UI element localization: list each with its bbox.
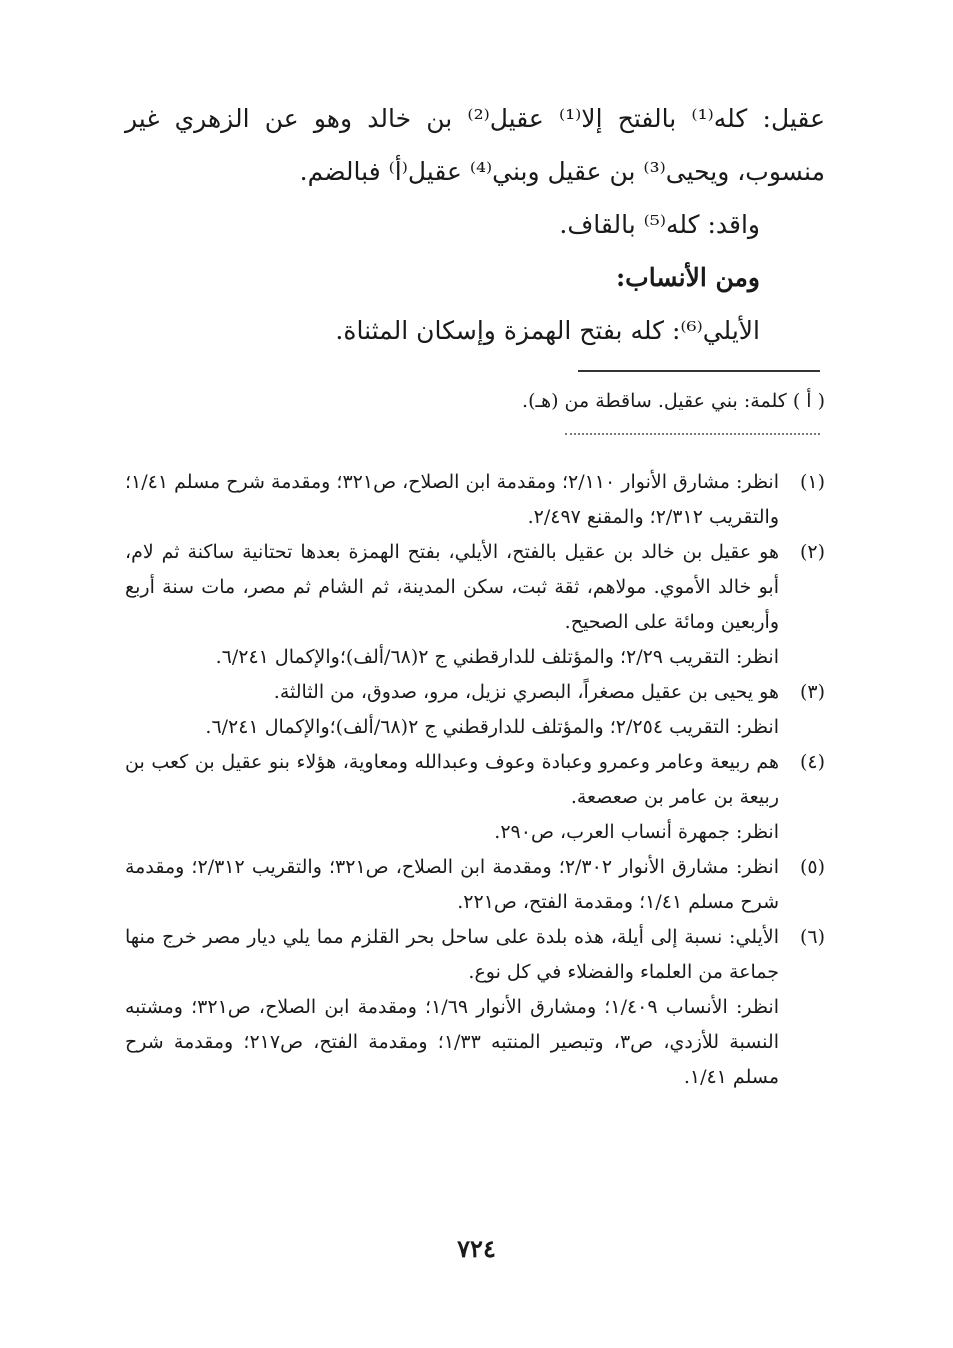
footnote-2 (125, 535, 825, 675)
footnote-paragraph: انظر: جمهرة أنساب العرب، ص٢٩٠. (494, 821, 779, 843)
footnote-number: (٢) (799, 541, 825, 563)
main-line-waqid: واقد: كله⁽⁵⁾ بالقاف. (559, 210, 760, 239)
footnote-6 (125, 920, 825, 1095)
footnote-paragraph: هم ربيعة وعامر وعمرو وعبادة وعوف وعبدالله ومعاوية، هؤلاء بنو عقيل بن كعب بن ربيعة بن عامر بن صعصعة. (125, 751, 779, 808)
main-line-ayli: الأيلي⁽⁶⁾: كله بفتح الهمزة وإسكان المثناة. (335, 316, 760, 345)
main-line-aqil: عقيل: كله⁽¹⁾ بالفتح إلا⁽¹⁾ عقيل⁽²⁾ بن خالد وهو عن الزهري غير منسوب، ويحيى⁽³⁾ بن عقيل وبني⁽⁴⁾ عقيل⁽أ⁾ فبالضم. (125, 104, 825, 186)
footnotes (125, 384, 825, 1095)
footnote-body (125, 920, 779, 1095)
footnote-paragraph: هو يحيى بن عقيل مصغراً، البصري نزيل، مرو، صدوق، من الثالثة. (273, 681, 779, 703)
footnote-paragraph: انظر: مشارق الأنوار ٢/٣٠٢؛ ومقدمة ابن الصلاح، ص٣٢١؛ والتقريب ٢/٣١٢؛ ومقدمة شرح مسلم ١/٤١؛ ومقدمة الفتح، ص٢٢١. (125, 856, 780, 913)
footnote-paragraph: الأيلي: نسبة إلى أيلة، هذه بلدة على ساحل بحر القلزم مما يلي ديار مصر خرج منها جماعة من العلماء والفضلاء في كل نوع. (125, 926, 779, 983)
footnote-paragraph: انظر: التقريب ٢/٢٥٤؛ والمؤتلف للدارقطني ج ٢(٦٨/ألف)؛والإكمال ٦/٢٤١. (205, 716, 779, 738)
footnote-3 (125, 675, 825, 745)
footnote-separator (578, 370, 820, 372)
footnote-number: (٤) (799, 751, 825, 773)
footnote-number: (٥) (799, 856, 825, 878)
footnote-body (125, 675, 779, 745)
variant-note: ( أ ) كلمة: بني عقيل. ساقطة من (هـ). (522, 390, 825, 412)
footnote-body (125, 745, 779, 850)
footnote-paragraph: انظر: مشارق الأنوار ٢/١١٠؛ ومقدمة ابن الصلاح، ص٣٢١؛ ومقدمة شرح مسلم ١/٤١؛ والتقريب ٢/٣١٢؛ والمقنع ٢/٤٩٧. (125, 471, 779, 528)
footnote-paragraph: انظر: التقريب ٢/٢٩؛ والمؤتلف للدارقطني ج ٢(٦٨/ألف)؛والإكمال ٦/٢٤١. (215, 646, 779, 668)
footnote-1 (125, 465, 825, 535)
footnote-paragraph: هو عقيل بن خالد بن عقيل بالفتح، الأيلي، بفتح الهمزة بعدها تحتانية ساكنة ثم لام، أبو خالد الأموي. مولاهم، ثقة ثبت، سكن المدينة، ثم الشام ثم مصر، مات سنة أربع وأربعين ومائة على الصحيح. (125, 541, 779, 633)
main-text (125, 92, 825, 357)
footnote-number: (٦) (799, 926, 825, 948)
footnote-number: (٣) (799, 681, 825, 703)
footnote-body (125, 465, 779, 535)
page-number: ٧٢٤ (457, 1234, 496, 1263)
section-heading-ansab: ومن الأنساب: (615, 263, 760, 292)
footnote-4 (125, 745, 825, 850)
footnote-number: (١) (799, 471, 825, 493)
footnote-paragraph: انظر: الأنساب ١/٤٠٩؛ ومشارق الأنوار ١/٦٩؛ ومقدمة ابن الصلاح، ص٣٢١؛ ومشتبه النسبة للأزدي، ص٣، وتبصير المنتبه ١/٣٣؛ ومقدمة الفتح، ص٢١٧؛ ومقدمة شرح مسلم ١/٤١. (125, 996, 779, 1088)
footnote-body (125, 535, 779, 675)
footnote-5 (125, 850, 825, 920)
footnote-body (125, 850, 779, 920)
